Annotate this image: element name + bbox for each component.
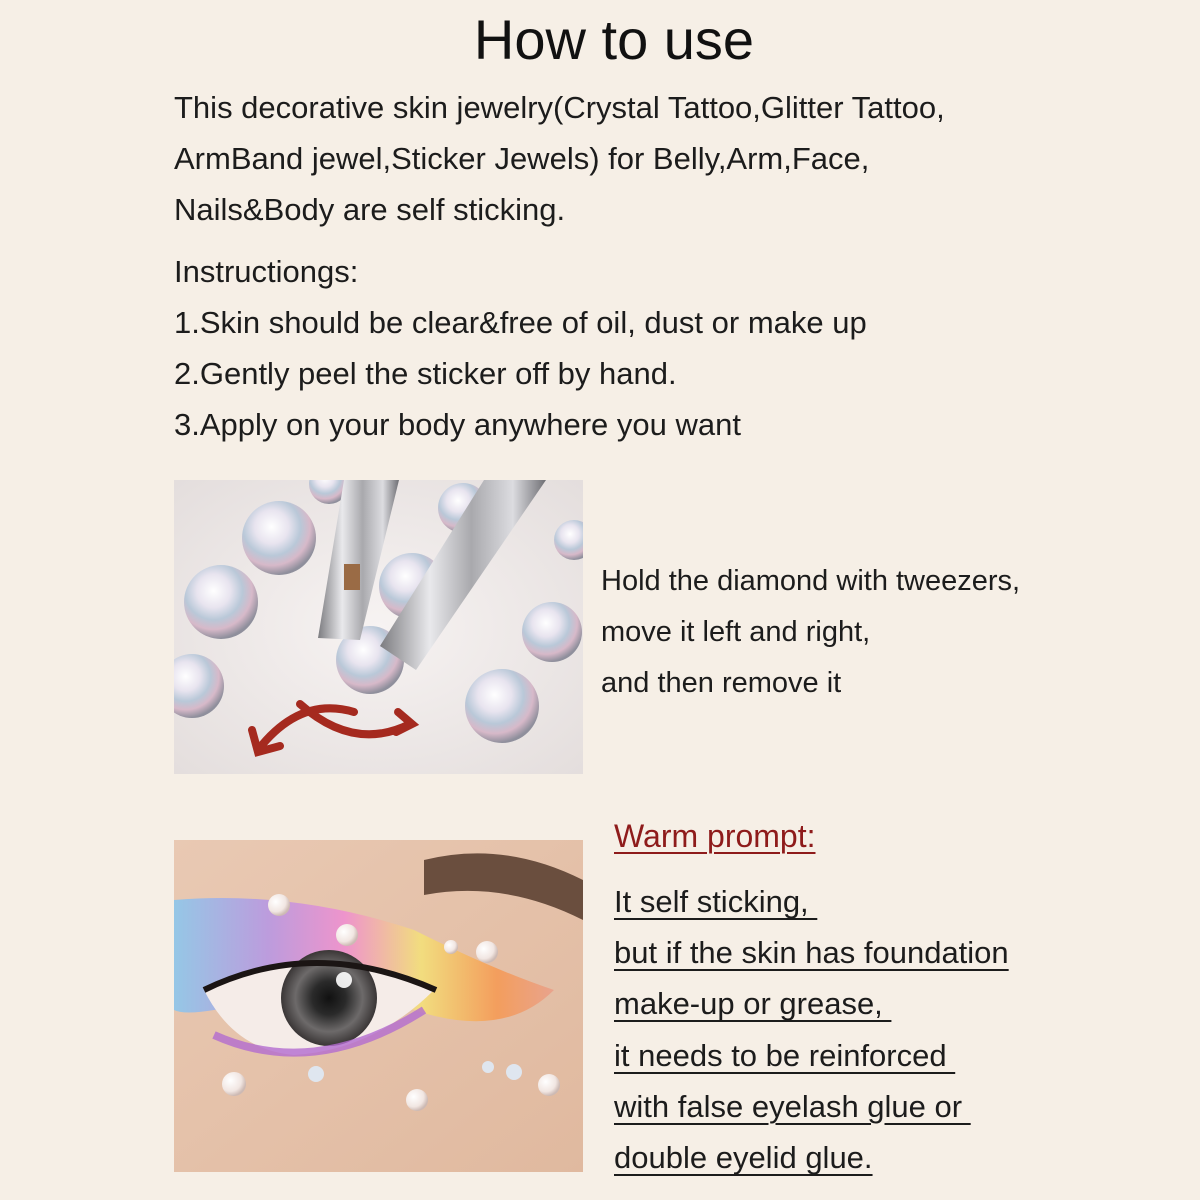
instructions-heading: Instructiongs: xyxy=(174,254,359,289)
warm-prompt-line: It self sticking, xyxy=(614,884,818,919)
warm-prompt-line: it needs to be reinforced xyxy=(614,1037,956,1073)
intro-line: ArmBand jewel,Sticker Jewels) for Belly,Arm,Face, xyxy=(174,141,870,176)
tweezers-rhinestone-photo xyxy=(174,480,583,774)
intro-line: Nails&Body are self sticking. xyxy=(174,192,566,227)
intro-line: This decorative skin jewelry(Crystal Tattoo,Glitter Tattoo, xyxy=(174,90,945,125)
intro-paragraph xyxy=(174,82,1114,235)
page-title: How to use xyxy=(473,8,755,71)
removal-line: and then remove it xyxy=(601,667,842,699)
tweezers-illustration xyxy=(174,480,583,774)
instruction-step: 1.Skin should be clear&free of oil, dust or make up xyxy=(174,305,867,340)
warm-prompt-line: make-up or grease, xyxy=(614,986,892,1022)
warm-prompt-line: but if the skin has foundation xyxy=(614,935,1009,971)
removal-line: Hold the diamond with tweezers, xyxy=(601,565,1021,597)
instruction-step: 2.Gently peel the sticker off by hand. xyxy=(174,356,677,391)
eye-makeup-illustration xyxy=(174,840,583,1172)
eye-makeup-photo xyxy=(174,840,583,1172)
warm-prompt-line: with false eyelash glue or xyxy=(614,1088,971,1124)
warm-prompt-text xyxy=(614,876,1174,1183)
removal-line: move it left and right, xyxy=(601,616,871,648)
warm-prompt-line: double eyelid glue. xyxy=(614,1140,873,1176)
removal-instructions xyxy=(601,556,1161,709)
instructions-block xyxy=(174,246,1114,450)
instruction-step: 3.Apply on your body anywhere you want xyxy=(174,407,741,442)
warm-prompt-title: Warm prompt: xyxy=(614,818,816,854)
